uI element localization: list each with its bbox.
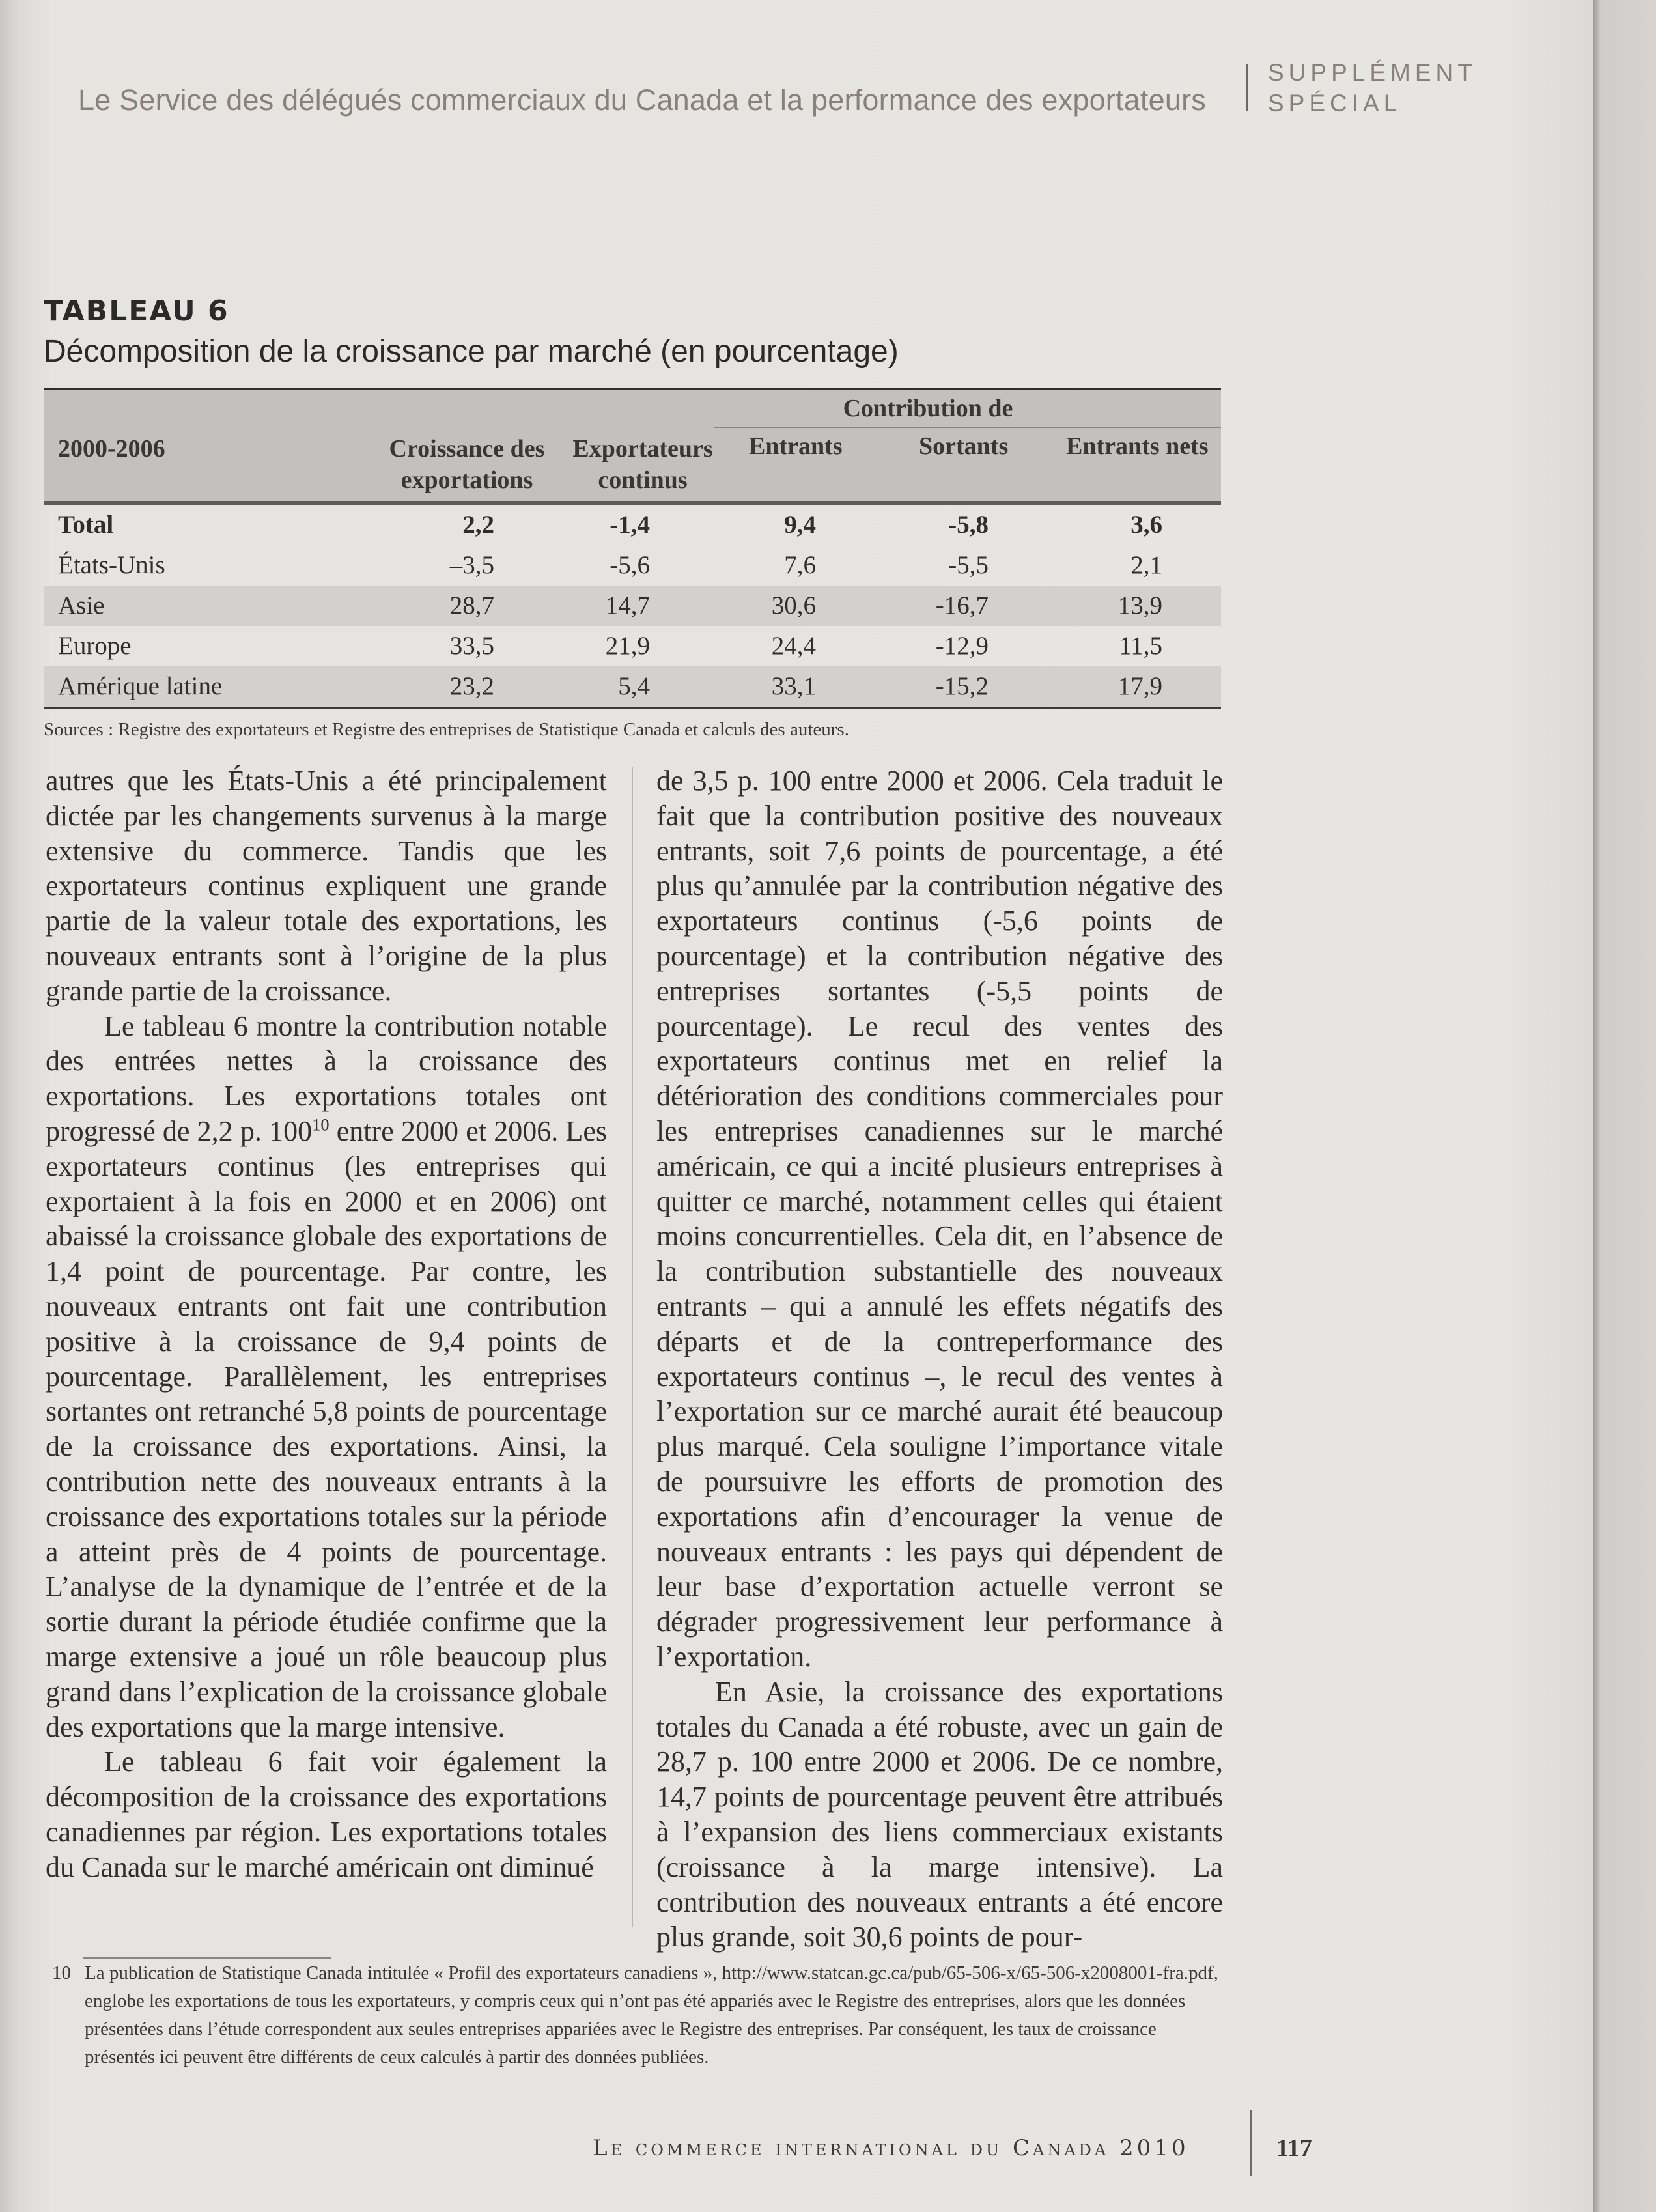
- table-caption: Décomposition de la croissance par marché (en pourcentage): [44, 334, 899, 369]
- header-continuing-line-2: continus: [598, 466, 688, 494]
- cell-region: Asie: [58, 591, 105, 619]
- cell-entrants: 24,4: [771, 632, 816, 660]
- paragraph-text: entre 2000 et 2006. Les exportateurs continus (les entreprises qui exportaient à la fois en 2000 et en 2006) ont abaissé la croissance globale des exportations de 1,4 point de pourcentage. Par contre, les nouveaux entrants ont fait une contribution positive à la croissance de 9,4 points de pourcentage. Parallèlement, les entreprises sortantes ont retranché 5,8 points de pourcentage de la croissance des exportations. Ainsi, la contribution nette des nouveaux entrants à la croissance des exportations totales sur la période a atteint près de 4 points de pourcentage. L’analyse de la dynamique de l’entrée et de la sortie durant la période étudiée confirme que la marge extensive a joué un rôle beaucoup plus grand dans l’explication de la croissance globale des exportations que la marge intensive.: [46, 1114, 607, 1743]
- paragraph-text: Le tableau 6 montre la contribution notable des entrées nettes à la croissance des exportations. Les exportations totales ont progressé de 2,2 p. 100: [46, 1010, 607, 1147]
- cell-net: 3,6: [1130, 511, 1162, 539]
- table-row: [44, 586, 1221, 626]
- cell-entrants: 30,6: [771, 591, 816, 619]
- cell-region: Europe: [58, 632, 132, 660]
- cell-entrants: 33,1: [771, 672, 816, 700]
- cell-entrants: 9,4: [784, 511, 816, 539]
- cell-exiters: -12,9: [935, 632, 989, 660]
- cell-region: États-Unis: [58, 551, 165, 579]
- body-column-right: [656, 763, 1223, 1955]
- data-table: [44, 388, 1221, 709]
- paragraph: autres que les États-Unis a été principalement dictée par les changements survenus à la marge extensive du commerce. Tandis que les exportateurs continus expliquent une grande partie de la valeur totale des exportations, les nouveaux entrants sont à l’origine de la plus grande partie de la croissance.: [46, 765, 607, 1007]
- header-group-rule: [714, 427, 1221, 428]
- header-net: Entrants nets: [1066, 432, 1209, 460]
- header-period: 2000-2006: [58, 435, 165, 462]
- footnote-rule: [83, 1957, 331, 1959]
- header-growth: [356, 433, 578, 496]
- table-label: TABLEAU 6: [44, 294, 229, 328]
- cell-continuing: 5,4: [618, 672, 650, 700]
- cell-continuing: -5,6: [610, 551, 650, 579]
- table-bottom-rule: [44, 707, 1221, 709]
- header-contribution: Contribution de: [843, 395, 1013, 422]
- table-row: [44, 545, 1221, 586]
- cell-exiters: -16,7: [935, 591, 989, 619]
- cell-growth: 2,2: [462, 511, 494, 539]
- cell-entrants: 7,6: [784, 551, 816, 579]
- table-row: [44, 666, 1221, 707]
- table-row: [44, 626, 1221, 666]
- paragraph: Le tableau 6 fait voir également la décomposition de la croissance des exportations canadiennes par région. Les exportations totales du Canada sur le marché américain ont diminué: [46, 1746, 607, 1883]
- footnote-ref[interactable]: 10: [312, 1114, 330, 1135]
- cell-region: Amérique latine: [58, 672, 223, 700]
- cell-growth: 33,5: [449, 632, 494, 660]
- cell-continuing: 21,9: [605, 632, 650, 660]
- column-divider: [632, 767, 633, 1927]
- cell-exiters: -5,5: [948, 551, 989, 579]
- cell-net: 2,1: [1130, 551, 1162, 579]
- header-growth-line-1: Croissance des: [389, 435, 545, 462]
- body-column-left: [46, 763, 607, 1885]
- header-continuing-line-1: Exportateurs: [572, 435, 713, 462]
- paragraph: En Asie, la croissance des exportations totales du Canada a été robuste, avec un gain de 28,7 p. 100 entre 2000 et 2006. De ce nombre, 14,7 points de pourcentage peuvent être attribués à l’expansion des liens commerciaux existants (croissance à la marge intensive). La contribution des nouveaux entrants a été encore plus grande, soit 30,6 points de pour-: [656, 1675, 1223, 1953]
- supplement-label: [1268, 57, 1477, 119]
- header-divider: [1246, 64, 1248, 111]
- supplement-line-2: SPÉCIAL: [1268, 90, 1402, 117]
- cell-net: 17,9: [1117, 672, 1162, 700]
- cell-net: 13,9: [1117, 591, 1162, 619]
- supplement-line-1: SUPPLÉMENT: [1268, 59, 1477, 86]
- cell-net: 11,5: [1119, 632, 1162, 660]
- paragraph: de 3,5 p. 100 entre 2000 et 2006. Cela traduit le fait que la contribution positive des nouveaux entrants, soit 7,6 points de pourcentage, a été plus qu’annulée par la contribution négative des exportateurs continus (-5,6 points de pourcentage) et la contribution négative des entreprises sortantes (-5,5 points de pourcentage). Le recul des ventes des exportateurs continus met en relief la détérioration des conditions commerciales pour les entreprises canadiennes sur le marché américain, ce qui a incité plusieurs entreprises à quitter ce marché, notamment celles qui étaient moins concurrentielles. Cela dit, en l’absence de la contribution substantielle des nouveaux entrants – qui a annulé les effets négatifs des départs et de la contreperformance des exportateurs continus –, le recul des ventes à l’exportation sur ce marché aurait été beaucoup plus marqué. Cela souligne l’importance vitale de poursuivre les efforts de promotion des exportations afin d’encourager la venue de nouveaux entrants : les pays qui dépendent de leur base d’exportation actuelle verront se dégrader progressivement leur performance à l’exportation.: [656, 765, 1223, 1673]
- table-row-total: [44, 505, 1221, 545]
- cell-region: Total: [58, 511, 114, 539]
- cell-exiters: -5,8: [948, 511, 989, 539]
- cell-continuing: -1,4: [610, 511, 650, 539]
- cell-continuing: 14,7: [605, 591, 650, 619]
- running-header-title: Le Service des délégués commerciaux du Canada et la performance des exportateurs: [78, 83, 1206, 117]
- footer-divider: [1250, 2110, 1252, 2176]
- paragraph: [46, 1009, 607, 1745]
- page-edge-shadow: [1593, 0, 1656, 2212]
- table-sources: Sources : Registre des exportateurs et Registre des entreprises de Statistique Canada et calculs des auteurs.: [44, 719, 849, 740]
- cell-growth: 28,7: [449, 591, 494, 619]
- header-continuing: [545, 433, 740, 496]
- footnote-number: 10: [52, 1963, 71, 1983]
- header-entrants: Entrants: [749, 432, 843, 460]
- cell-growth: 23,2: [449, 672, 494, 700]
- cell-growth: –3,5: [449, 551, 494, 579]
- page-number: 117: [1276, 2134, 1312, 2162]
- footnote-text: La publication de Statistique Canada intitulée « Profil des exportateurs canadiens », http://www.statcan.gc.ca/pub/65-506-x/65-506-x2008001-fra.pdf, englobe les exportations de tous les exportateurs, y compris ceux qui n’ont pas été appariés avec le Registre des entreprises, alors que les données présentées dans l’étude correspondent aux seules entreprises appariées avec le Registre des entreprises. Par conséquent, les taux de croissance présentés ici peuvent être différents de ceux calculés à partir des données publiées.: [85, 1963, 1218, 2067]
- header-exiters: Sortants: [919, 432, 1009, 460]
- table-header: [44, 388, 1221, 505]
- header-growth-line-2: exportations: [400, 466, 533, 494]
- cell-exiters: -15,2: [935, 672, 989, 700]
- footer-publication-title: Le commerce international du Canada 2010: [593, 2135, 1189, 2161]
